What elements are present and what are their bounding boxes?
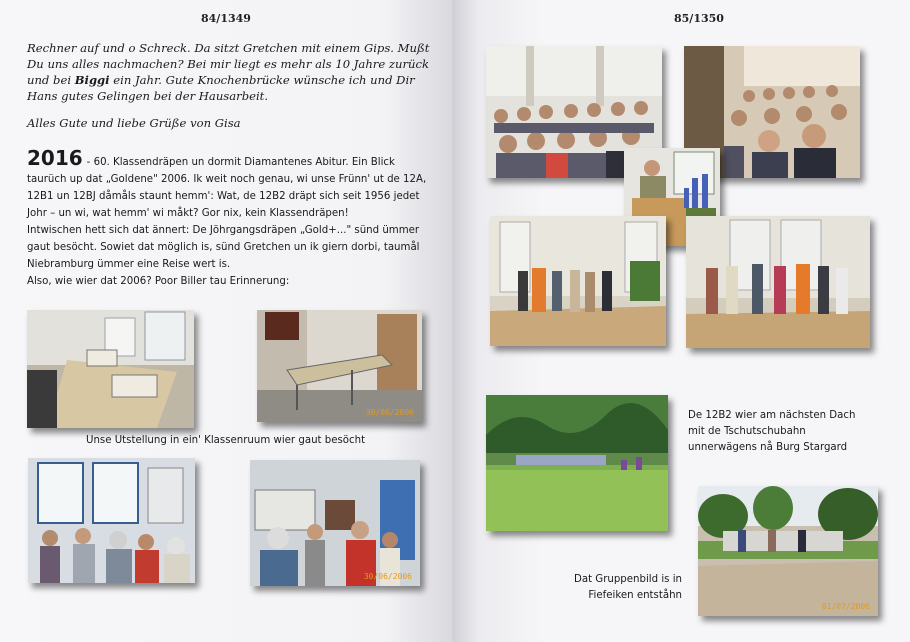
photo-visitors-windows xyxy=(28,458,195,583)
page-number-right: 85/1350 xyxy=(674,12,724,25)
paragraph-2: Intwischen hett sich dat ännert: De Jöhrgangsdräpen „Gold+..." sünd ümmer gaut besöcht. Sowiet dat möglich is, sünd Gretchen un ik giern dorbi, taumål Niebramburg ümmer eine Reise wert is. xyxy=(27,225,420,270)
paragraph-3: Also, wie wier dat 2006? Poor Biller tau Erinnerung: xyxy=(27,276,290,287)
photo-group-picture xyxy=(698,486,878,616)
greeting: Alles Gute und liebe Grüße von Gisa xyxy=(27,116,241,130)
left-page xyxy=(0,0,452,642)
photo-classroom-exhibition xyxy=(27,310,194,428)
letter-name: Biggi xyxy=(74,73,110,87)
main-text xyxy=(27,146,437,290)
group-picture-caption: Dat Gruppenbild is in Fiefeiken entståhn xyxy=(573,574,682,601)
right-page xyxy=(452,0,910,642)
photo-date-stamp: 30/06/2006 xyxy=(365,408,414,417)
letter-paragraph xyxy=(27,40,437,104)
page-number-left: 84/1349 xyxy=(201,12,251,25)
exhibition-caption: Unse Utstellung in ein' Klassenruum wier gaut besöcht xyxy=(86,435,366,446)
photo-stage-right xyxy=(686,216,870,348)
photo-meadow-trip xyxy=(486,395,668,531)
year-heading: 2016 xyxy=(27,146,83,170)
letter-text-end: ein Jahr. Gute Knochenbrücke wünsche ich und Dir Hans gutes Gelingen bei der Hausarbeit. xyxy=(27,73,415,103)
photo-exhibit-tables xyxy=(257,310,422,422)
letter-text: Rechner auf und o Schreck. Da sitzt Gretchen mit einem Gips. Mußt Du uns alles nachmachen? Bei mir liegt es mehr als 10 Jahre zurück und bei xyxy=(27,41,430,87)
photo-visitors-posters xyxy=(250,460,420,586)
photo-date-stamp-2: 30/06/2006 xyxy=(363,572,412,581)
bus-trip-caption: De 12B2 wier am nächsten Dach mit de Tschutschubahn unnerwägens nå Burg Stargard xyxy=(688,410,856,453)
photo-date-stamp-3: 01/07/2006 xyxy=(821,602,870,611)
photo-stage-left xyxy=(490,216,666,346)
paragraph-1: - 60. Klassendräpen un dormit Diamantenes Abitur. Ein Blick taurüch up dat „Goldene" 2006. Ik weit noch genau, wi unse Frünn' ut de 12A, 12B1 un 12BJ dåmåls staunt hemm': Wat, de 12B2 dräpt sich seit 1956 jedet Johr – un wi, wat hemm' wi måkt? Gor nix, kein Klassendräpen! xyxy=(27,157,427,219)
